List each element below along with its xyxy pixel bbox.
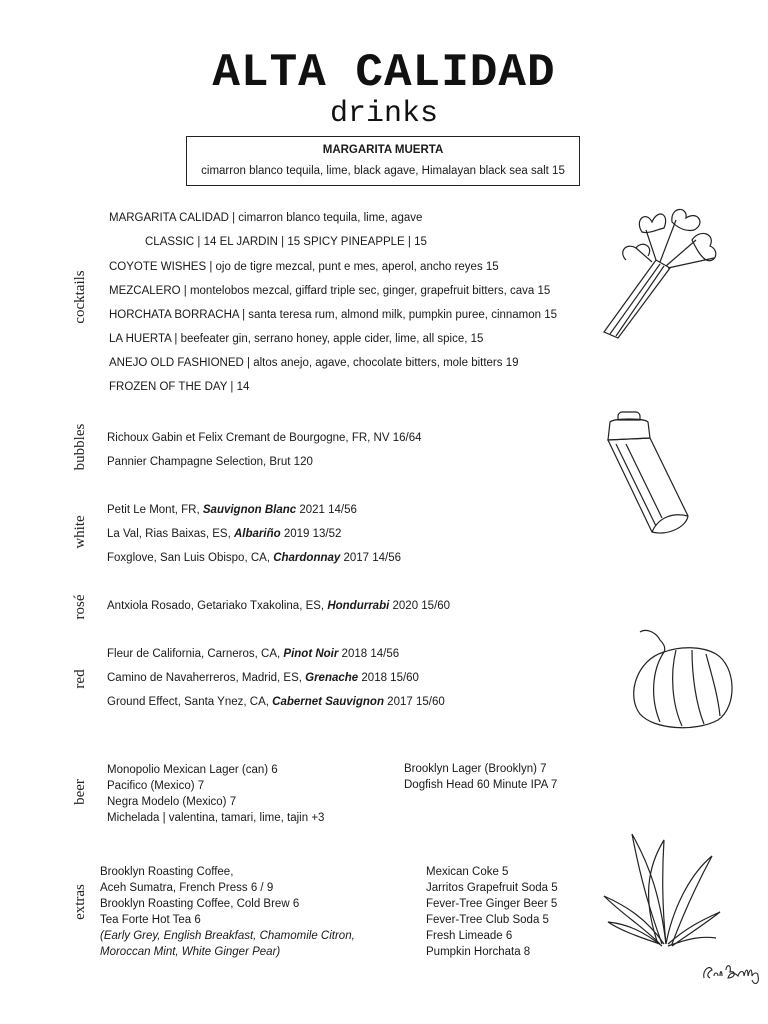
- section-label-bubbles: bubbles: [72, 423, 88, 471]
- section-label-white: white: [72, 515, 88, 549]
- beer-item: Pacifico (Mexico) 7: [107, 780, 205, 792]
- page-subtitle: drinks: [329, 97, 439, 131]
- rose-wine-item: Antxiola Rosado, Getariako Txakolina, ES, Hondurrabi 2020 15/60: [107, 600, 451, 612]
- page-title: ALTA CALIDAD: [212, 47, 556, 99]
- cocktail-shaker-illustration-icon: [596, 408, 696, 538]
- extras-item: Brooklyn Roasting Coffee,: [100, 866, 234, 878]
- beer-item: Michelada | valentina, tamari, lime, tajin +3: [107, 812, 325, 824]
- beer-item: Negra Modelo (Mexico) 7: [107, 796, 237, 808]
- beer-item: Monopolio Mexican Lager (can) 6: [107, 764, 278, 776]
- section-label-extras: extras: [72, 884, 88, 920]
- extras-item: Jarritos Grapefruit Soda 5: [426, 882, 558, 894]
- featured-drink-description: cimarron blanco tequila, lime, black agave, Himalayan black sea salt 15: [201, 165, 565, 177]
- featured-drink-box: [186, 136, 580, 186]
- white-wine-item: Foxglove, San Luis Obispo, CA, Chardonnay 2017 14/56: [107, 552, 402, 564]
- cocktail-item: LA HUERTA | beefeater gin, serrano honey, apple cider, lime, all spice, 15: [109, 333, 484, 345]
- extras-item: Fresh Limeade 6: [426, 930, 513, 942]
- extras-item-note: Moroccan Mint, White Ginger Pear): [100, 946, 281, 958]
- cocktail-item: MEZCALERO | montelobos mezcal, giffard triple sec, ginger, grapefruit bitters, cava 15: [109, 285, 551, 297]
- section-label-cocktails: cocktails: [72, 270, 88, 324]
- cocktail-item: MARGARITA CALIDAD | cimarron blanco tequila, lime, agave: [109, 212, 423, 224]
- section-label-rose: rosé: [72, 594, 88, 620]
- white-wine-item: Petit Le Mont, FR, Sauvignon Blanc 2021 14/56: [107, 504, 357, 516]
- beer-item: Brooklyn Lager (Brooklyn) 7: [404, 763, 547, 775]
- red-wine-item: Camino de Navaherreros, Madrid, ES, Grenache 2018 15/60: [107, 672, 419, 684]
- celery-illustration-icon: [596, 200, 726, 340]
- bubbles-item: Pannier Champagne Selection, Brut 120: [107, 456, 313, 468]
- beer-item: Dogfish Head 60 Minute IPA 7: [404, 779, 558, 791]
- bubbles-item: Richoux Gabin et Felix Cremant de Bourgogne, FR, NV 16/64: [107, 432, 422, 444]
- extras-item: Mexican Coke 5: [426, 866, 509, 878]
- extras-item-note: (Early Grey, English Breakfast, Chamomile Citron,: [100, 930, 355, 942]
- cocktail-item: COYOTE WISHES | ojo de tigre mezcal, punt e mes, aperol, ancho reyes 15: [109, 261, 499, 273]
- extras-item: Brooklyn Roasting Coffee, Cold Brew 6: [100, 898, 300, 910]
- red-wine-item: Fleur de California, Carneros, CA, Pinot Noir 2018 14/56: [107, 648, 400, 660]
- red-wine-item: Ground Effect, Santa Ynez, CA, Cabernet Sauvignon 2017 15/60: [107, 696, 445, 708]
- cocktail-item: CLASSIC | 14 EL JARDIN | 15 SPICY PINEAPPLE | 15: [145, 236, 427, 248]
- white-wine-item: La Val, Rias Baixas, ES, Albariño 2019 13/52: [107, 528, 342, 540]
- cocktail-item: ANEJO OLD FASHIONED | altos anejo, agave, chocolate bitters, mole bitters 19: [109, 357, 519, 369]
- extras-item: Fever-Tree Club Soda 5: [426, 914, 549, 926]
- cocktail-item: HORCHATA BORRACHA | santa teresa rum, almond milk, pumpkin puree, cinnamon 15: [109, 309, 558, 321]
- section-label-beer: beer: [72, 779, 88, 805]
- extras-item: Tea Forte Hot Tea 6: [100, 914, 201, 926]
- artist-signature: [700, 958, 764, 991]
- cocktail-item: FROZEN OF THE DAY | 14: [109, 381, 250, 393]
- featured-drink-name: MARGARITA MUERTA: [322, 144, 444, 156]
- agave-illustration-icon: [602, 826, 722, 956]
- section-label-red: red: [72, 669, 88, 689]
- squash-illustration-icon: [626, 626, 738, 732]
- extras-item: Fever-Tree Ginger Beer 5: [426, 898, 558, 910]
- extras-item: Aceh Sumatra, French Press 6 / 9: [100, 882, 274, 894]
- extras-item: Pumpkin Horchata 8: [426, 946, 531, 958]
